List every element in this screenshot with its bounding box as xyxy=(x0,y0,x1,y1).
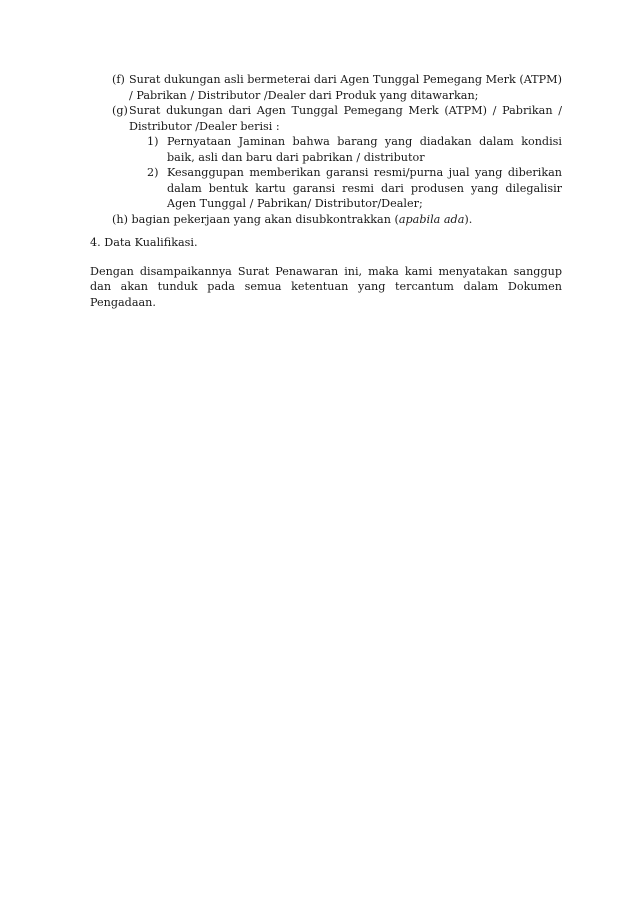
list-item-text: (h) bagian pekerjaan yang akan disubkontrakkan ( xyxy=(112,212,399,226)
list-item-italic-text: apabila ada xyxy=(398,212,465,226)
sublist-item-text: Kesanggupan memberikan garansi resmi/purna jual yang diberikan dalam bentuk kartu garansi resmi dari produsen yang dilegalisir Agen Tunggal / Pabrikan/ Distributor/Dealer; xyxy=(167,166,562,210)
sublist-item-2 xyxy=(90,165,562,212)
list-item-f xyxy=(90,72,562,103)
document-content xyxy=(90,72,562,310)
sublist-item-1 xyxy=(90,134,562,165)
list-item-g xyxy=(90,103,562,134)
closing-paragraph: Dengan disampaikannya Surat Penawaran ini, maka kami menyatakan sanggup dan akan tunduk pada semua ketentuan yang tercantum dalam Dokumen Pengadaan. xyxy=(90,264,562,309)
section-heading: 4. Data Kualifikasi. xyxy=(90,236,198,249)
list-item-text-end: ). xyxy=(464,212,473,226)
sublist-marker: 2) xyxy=(147,166,159,179)
sublist-marker: 1) xyxy=(147,135,159,148)
list-item-text: Surat dukungan dari Agen Tunggal Pemegang Merk (ATPM) / Pabrikan / Distributor /Dealer berisi : xyxy=(129,104,562,133)
list-marker: (g) xyxy=(112,104,128,117)
list-item-h xyxy=(90,212,562,228)
sublist-item-text: Pernyataan Jaminan bahwa barang yang diadakan dalam kondisi baik, asli dan baru dari pabrikan / distributor xyxy=(167,135,562,164)
list-marker: (f) xyxy=(112,73,125,86)
list-item-text: Surat dukungan asli bermeterai dari Agen Tunggal Pemegang Merk (ATPM) / Pabrikan / Distributor /Dealer dari Produk yang ditawarkan; xyxy=(129,73,562,102)
